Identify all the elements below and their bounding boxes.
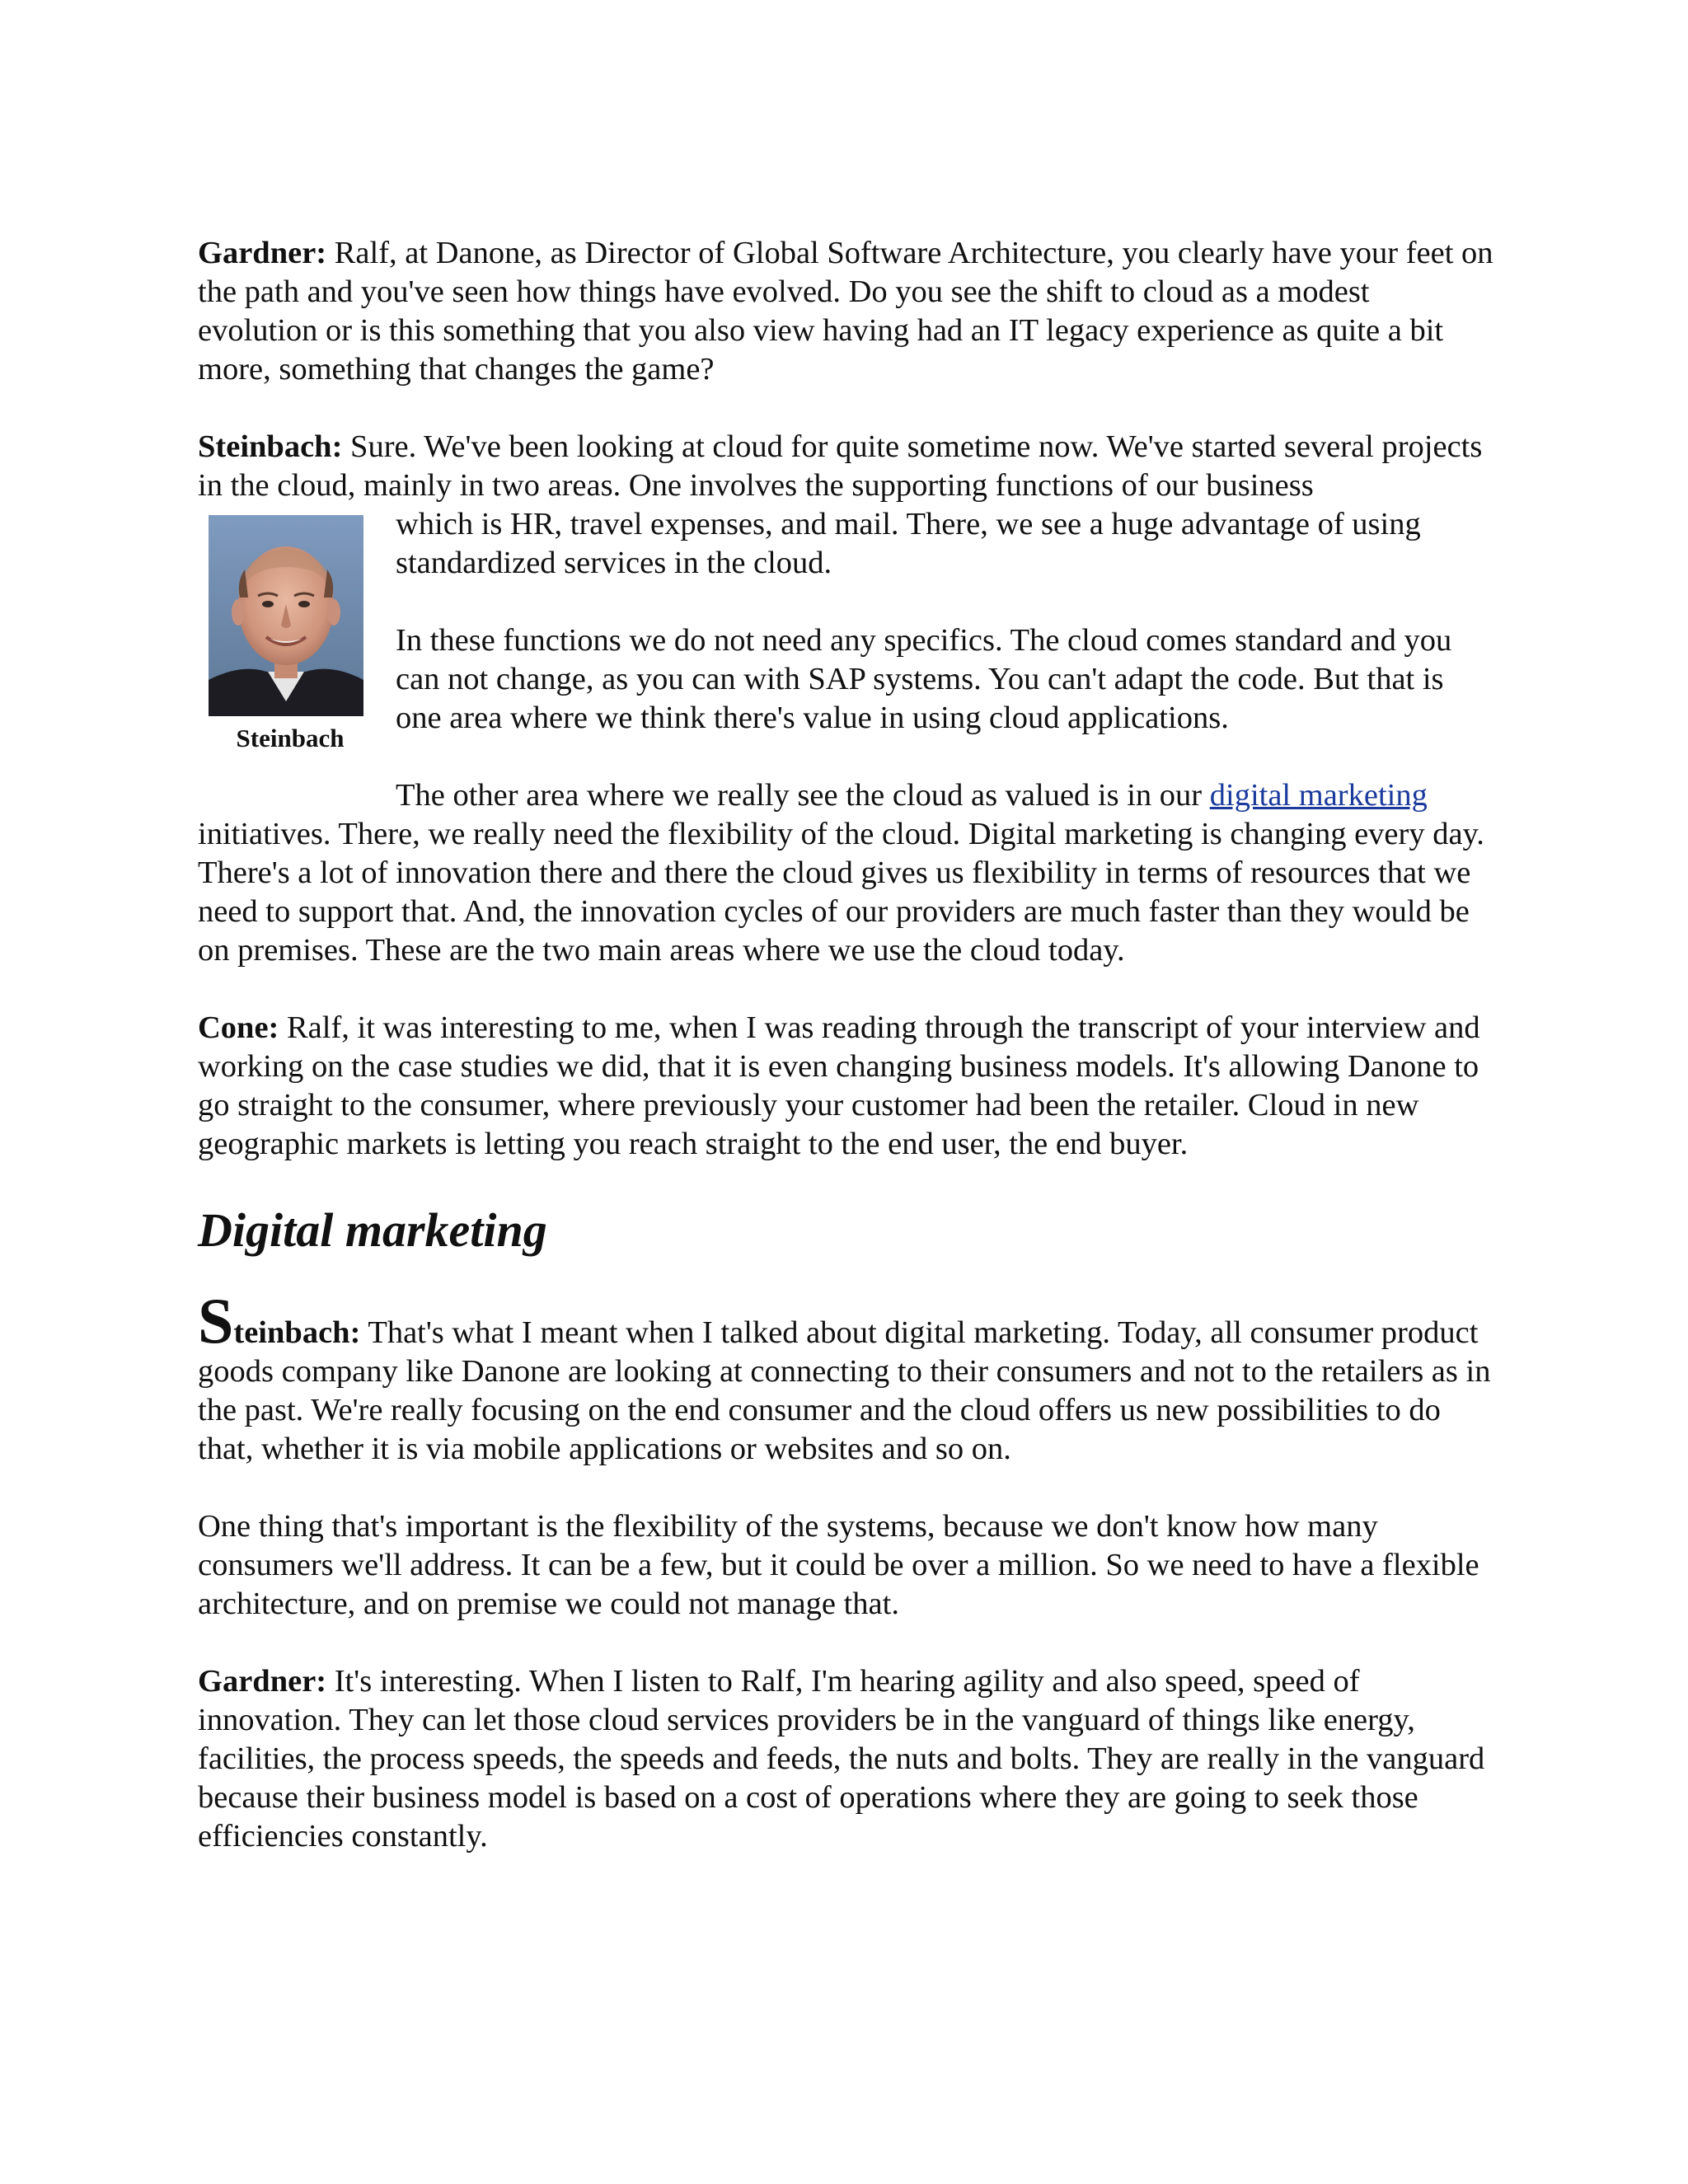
paragraph-steinbach-1-lead bbox=[198, 428, 1497, 505]
paragraph-gardner-2 bbox=[198, 1662, 1497, 1856]
speaker-gardner: Gardner: bbox=[198, 236, 327, 270]
speaker-gardner: Gardner: bbox=[198, 1664, 327, 1699]
paragraph-steinbach-3-continued: initiatives. There, we really need the flexibility of the cloud. Digital marketing is changing every day. There's a lot of innovation there and there the cloud gives us flexibility in terms of resources that we need to support that. And, the innovation cycles of our providers are much faster than they would be on premises. These are the two main areas where we use the cloud today. bbox=[198, 817, 1484, 968]
paragraph-steinbach-1-continued: which is HR, travel expenses, and mail. There, we see a huge advantage of using standardized services in the cloud. bbox=[396, 507, 1421, 580]
paragraph-text: The other area where we really see the cloud as valued is in our bbox=[396, 778, 1210, 813]
portrait-photo bbox=[209, 515, 363, 716]
paragraph-text: Sure. We've been looking at cloud for quite sometime now. We've started several projects in the cloud, mainly in two areas. One involves the supporting functions of our business bbox=[198, 429, 1483, 503]
paragraph-steinbach-2: In these functions we do not need any specifics. The cloud comes standard and you can not change, as you can with SAP systems. You can't adapt the code. But that is one area where we think there's value in using cloud applications. bbox=[396, 623, 1452, 735]
speaker-cone: Cone: bbox=[198, 1010, 279, 1045]
portrait-figure bbox=[198, 505, 379, 754]
paragraph-gardner-1 bbox=[198, 234, 1497, 389]
paragraph-text: Ralf, at Danone, as Director of Global Software Architecture, you clearly have your feet on the path and you've seen how things have evolved. Do you see the shift to cloud as a modest evolution or is this something that you also view having had an IT legacy experience as quite a bit more, something that changes the game? bbox=[198, 236, 1493, 387]
speaker-steinbach: Steinbach: bbox=[198, 429, 343, 464]
article-body bbox=[198, 234, 1497, 1895]
paragraph-text: That's what I meant when I talked about digital marketing. Today, all consumer product goods company like Danone are looking at connecting to their consumers and not to the retailers as in the past. We're really focusing on the end consumer and the cloud offers us new possibilities to do that, whether it is via mobile applications or websites and so on. bbox=[198, 1315, 1491, 1466]
paragraph-steinbach-3-lead bbox=[396, 776, 1497, 815]
paragraph-text: Ralf, it was interesting to me, when I was reading through the transcript of your interview and working on the case studies we did, that it is even changing business models. It's allowing Danone to go straight to the consumer, where previously your customer had been the retailer. Cloud in new geographic markets is letting you reach straight to the end user, the end buyer. bbox=[198, 1010, 1480, 1161]
speaker-steinbach: teinbach: bbox=[233, 1315, 361, 1350]
digital-marketing-link[interactable]: digital marketing bbox=[1209, 778, 1428, 813]
portrait-caption: Steinbach bbox=[236, 724, 345, 752]
wrapped-text-block bbox=[396, 505, 1497, 815]
drop-cap: S bbox=[198, 1285, 234, 1357]
paragraph-cone-1 bbox=[198, 1009, 1497, 1164]
section-heading: Digital marketing bbox=[198, 1203, 547, 1257]
paragraph-steinbach-5: One thing that's important is the flexibility of the systems, because we don't know how many consumers we'll address. It can be a few, but it could be over a million. So we need to have a flexible architecture, and on premise we could not manage that. bbox=[198, 1509, 1479, 1621]
paragraph-text: It's interesting. When I listen to Ralf, I'm hearing agility and also speed, speed of innovation. They can let those cloud services providers be in the vanguard of things like energy, facilities, the process speeds, the speeds and feeds, the nuts and bolts. They are really in the vanguard because their business model is based on a cost of operations where they are going to seek those efficiencies constantly. bbox=[198, 1664, 1485, 1854]
paragraph-steinbach-4 bbox=[198, 1285, 1497, 1469]
